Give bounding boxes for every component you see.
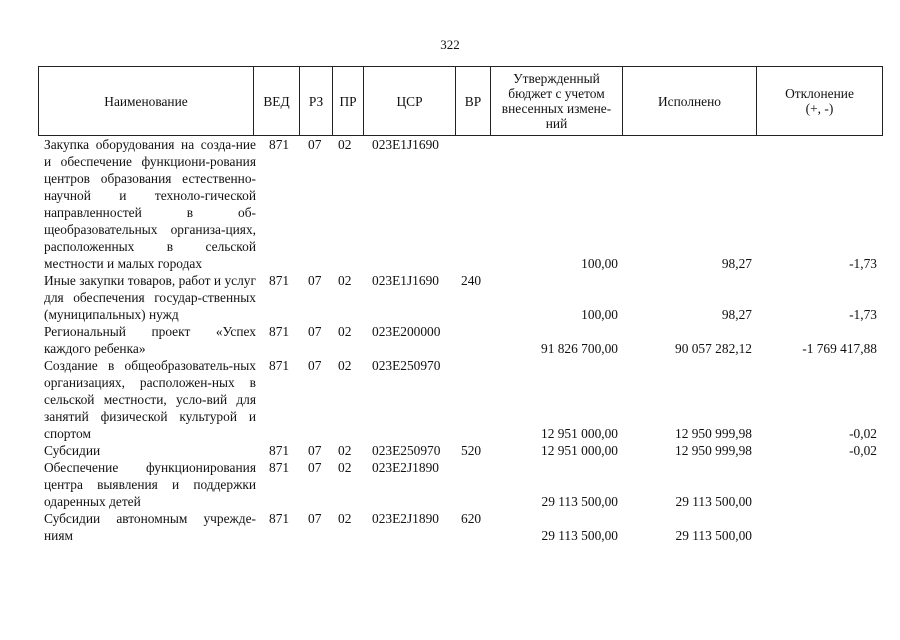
row-vr: 620 — [461, 511, 482, 526]
row-pr: 02 — [338, 273, 352, 288]
header-executed: Исполнено — [623, 67, 757, 135]
row-pr: 02 — [338, 137, 352, 152]
row-vr: 520 — [461, 443, 482, 458]
row-ved: 871 — [269, 511, 290, 526]
row-ved: 871 — [269, 443, 290, 458]
row-pr: 02 — [338, 443, 352, 458]
row-ved: 871 — [269, 358, 290, 373]
row-executed: 29 113 500,00 — [675, 528, 752, 543]
row-csr: 023E200000 — [372, 324, 441, 339]
row-vr: 240 — [461, 273, 482, 288]
table-row — [38, 442, 883, 459]
row-executed: 12 950 999,98 — [675, 426, 752, 441]
row-deviation: -0,02 — [849, 426, 877, 441]
row-budget: 12 951 000,00 — [541, 426, 618, 441]
header-rz: РЗ — [300, 67, 333, 135]
row-executed: 90 057 282,12 — [675, 341, 752, 356]
table-row — [38, 510, 883, 544]
row-name: Субсидии автономным учрежде-ниям — [44, 511, 256, 543]
row-ved: 871 — [269, 324, 290, 339]
row-budget: 12 951 000,00 — [541, 443, 618, 458]
row-csr: 023E2J1890 — [372, 460, 439, 475]
row-ved: 871 — [269, 137, 290, 152]
row-pr: 02 — [338, 324, 352, 339]
row-executed: 98,27 — [721, 307, 752, 322]
table-row — [38, 323, 883, 357]
row-deviation: -1 769 417,88 — [802, 341, 877, 356]
row-deviation: -1,73 — [849, 307, 877, 322]
table-body — [38, 136, 883, 544]
row-name: Закупка оборудования на созда-ние и обеспечение функциони-рования центров образования естественно-научной и техноло-гической направленностей в об-щеобразовательных организа-циях, расположенных в сельской местности и малых городах — [44, 137, 256, 271]
header-deviation: Отклонение (+, -) — [785, 86, 854, 116]
row-pr: 02 — [338, 511, 352, 526]
row-budget: 91 826 700,00 — [541, 341, 618, 356]
row-rz: 07 — [308, 358, 322, 373]
row-executed: 29 113 500,00 — [675, 494, 752, 509]
row-csr: 023E2J1890 — [372, 511, 439, 526]
table-row — [38, 136, 883, 272]
header-pr: ПР — [333, 67, 364, 135]
row-ved: 871 — [269, 273, 290, 288]
row-budget: 29 113 500,00 — [541, 494, 618, 509]
row-csr: 023E1J1690 — [372, 137, 439, 152]
header-csr: ЦСР — [364, 67, 456, 135]
table-row — [38, 459, 883, 510]
row-executed: 12 950 999,98 — [675, 443, 752, 458]
table-header — [38, 66, 883, 136]
row-name: Обеспечение функционирования центра выявления и поддержки одаренных детей — [44, 460, 256, 509]
row-name: Создание в общеобразователь-ных организациях, расположен-ных в сельской местности, усло-вий для занятий физической культурой и спортом — [44, 358, 256, 441]
row-pr: 02 — [338, 358, 352, 373]
row-rz: 07 — [308, 460, 322, 475]
row-budget: 100,00 — [581, 256, 618, 271]
row-rz: 07 — [308, 511, 322, 526]
table-row — [38, 357, 883, 442]
row-rz: 07 — [308, 443, 322, 458]
row-name: Иные закупки товаров, работ и услуг для обеспечения государ-ственных (муниципальных) нужд — [44, 273, 256, 322]
header-vr: ВР — [456, 67, 491, 135]
row-csr: 023E1J1690 — [372, 273, 439, 288]
row-deviation: -0,02 — [849, 443, 877, 458]
row-pr: 02 — [338, 460, 352, 475]
row-ved: 871 — [269, 460, 290, 475]
row-csr: 023E250970 — [372, 443, 441, 458]
row-name: Региональный проект «Успех каждого ребенка» — [44, 324, 256, 356]
header-name: Наименование — [39, 67, 254, 135]
row-rz: 07 — [308, 137, 322, 152]
row-budget: 100,00 — [581, 307, 618, 322]
row-csr: 023E250970 — [372, 358, 441, 373]
row-executed: 98,27 — [721, 256, 752, 271]
row-name: Субсидии — [44, 443, 101, 458]
page-number: 322 — [440, 37, 460, 52]
header-budget: Утвержденный бюджет с учетом внесенных измене- ний — [491, 67, 623, 135]
row-deviation: -1,73 — [849, 256, 877, 271]
row-budget: 29 113 500,00 — [541, 528, 618, 543]
table-row — [38, 272, 883, 323]
row-rz: 07 — [308, 273, 322, 288]
header-ved: ВЕД — [254, 67, 300, 135]
row-rz: 07 — [308, 324, 322, 339]
